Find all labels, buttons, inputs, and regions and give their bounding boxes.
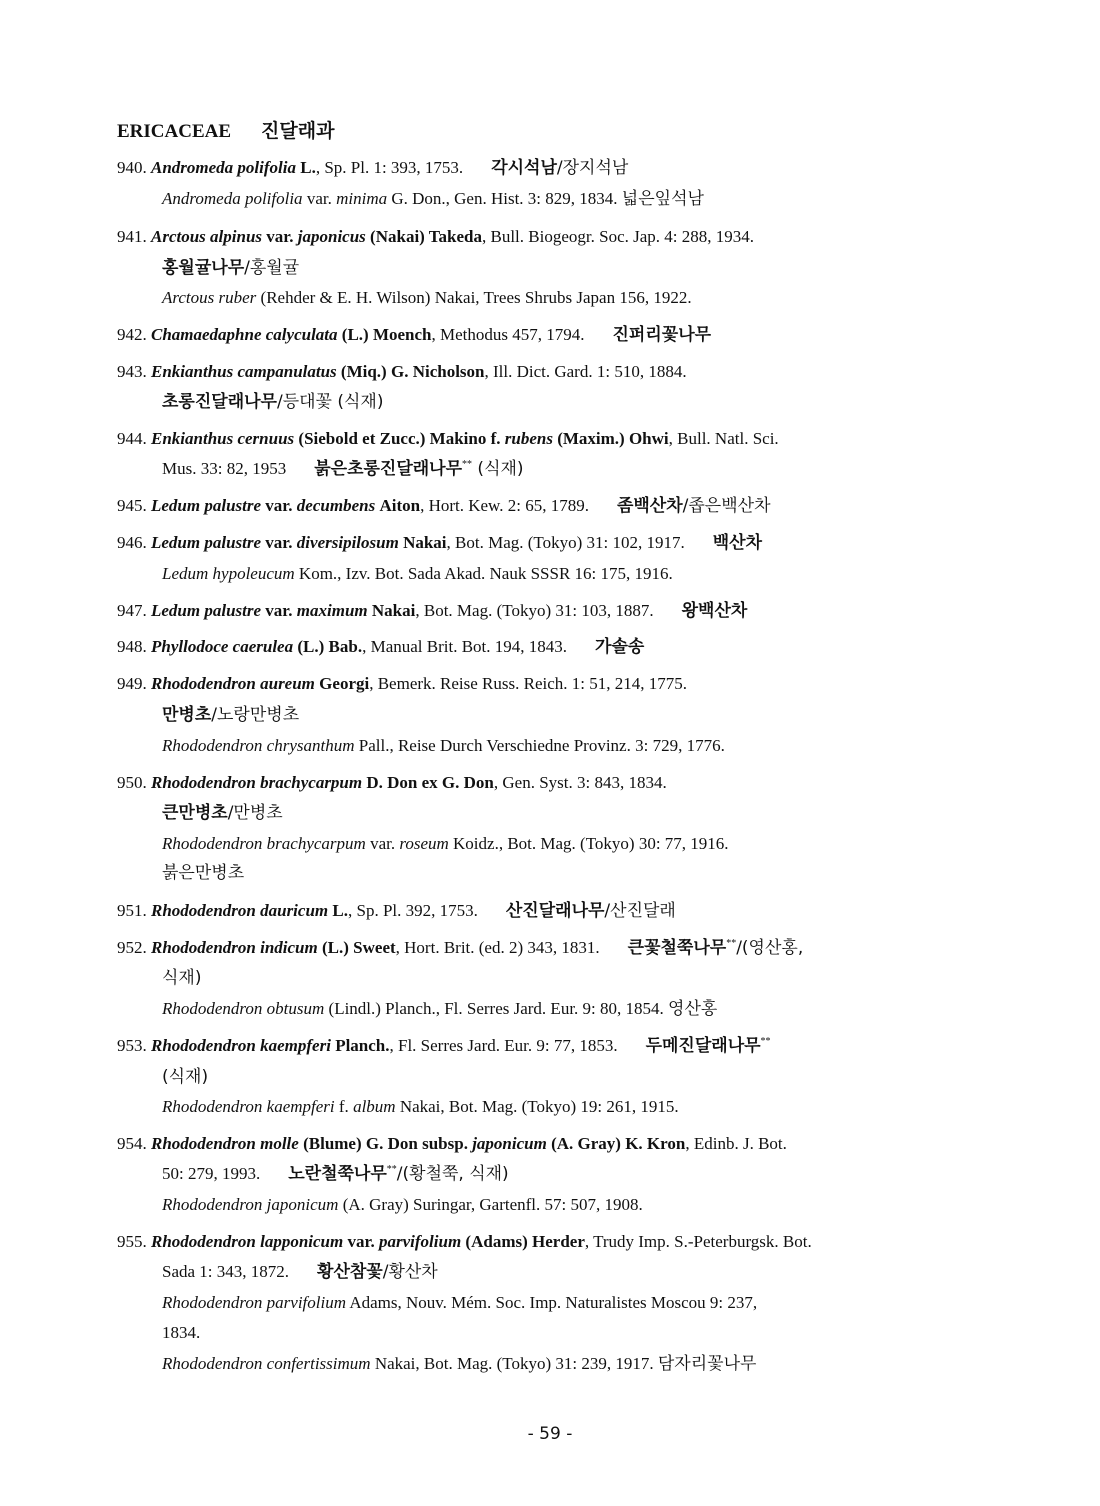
page-number: - 59 -: [527, 1424, 573, 1444]
korean-name: 각시석남: [491, 158, 557, 178]
entry-number: 952.: [117, 938, 147, 957]
entry-number: 945.: [117, 496, 147, 515]
entry-954: [117, 1133, 787, 1155]
korean-name-line: [162, 391, 383, 413]
synonym-line: [162, 833, 729, 855]
korean-name: 홍월귤나무: [162, 258, 245, 278]
synonym-korean: 붉은만병초: [162, 863, 245, 883]
citation: , Manual Brit. Bot. 194, 1843.: [362, 637, 568, 656]
citation: , Hort. Kew. 2: 65, 1789.: [420, 496, 589, 515]
entry-950: [117, 772, 667, 794]
double-asterisk-mark: **: [760, 1036, 771, 1047]
synonym-name: Arctous ruber: [162, 288, 257, 307]
synonym-citation-cont: 1834.: [162, 1323, 201, 1342]
rank: var.: [266, 227, 294, 246]
species-name: Rhododendron molle: [151, 1134, 299, 1153]
synonym-citation: Nakai, Bot. Mag. (Tokyo) 19: 261, 1915.: [399, 1097, 679, 1116]
korean-name: 진퍼리꽃나무: [612, 325, 712, 345]
synonym-epithet: album: [353, 1097, 396, 1116]
synonym-rank: var.: [370, 834, 396, 853]
synonym-name: Rhododendron brachycarpum: [162, 834, 366, 853]
citation: , Sp. Pl. 1: 393, 1753.: [315, 158, 464, 177]
synonym-line: [162, 287, 692, 309]
species-author: Nakai: [371, 601, 416, 620]
infraspecific-epithet: japonicus: [297, 227, 366, 246]
korean-name: 큰만병초: [162, 803, 228, 823]
entry-955: [117, 1231, 812, 1253]
korean-alt-name: /홍월귤: [244, 258, 300, 278]
species-name: Ledum palustre: [151, 601, 262, 620]
double-asterisk-mark: **: [462, 459, 473, 470]
infraspecific-epithet: maximum: [296, 601, 368, 620]
citation-cont: Mus. 33: 82, 1953: [162, 459, 287, 478]
citation: , Bot. Mag. (Tokyo) 31: 103, 1887.: [415, 601, 654, 620]
synonym-rank: f.: [338, 1097, 349, 1116]
synonym-citation: Pall., Reise Durch Verschiedne Provinz. 3: 729, 1776.: [358, 736, 725, 755]
entry-number: 947.: [117, 601, 147, 620]
korean-name: 만병초: [162, 705, 212, 725]
species-author: D. Don ex G. Don: [366, 773, 494, 792]
korean-name-line: [162, 257, 299, 279]
citation: , Bemerk. Reise Russ. Reich. 1: 51, 214, 1775.: [369, 674, 687, 693]
citation-cont: 50: 279, 1993.: [162, 1164, 261, 1183]
korean-alt-name: /만병초: [227, 803, 283, 823]
synonym-citation: (A. Gray) Suringar, Gartenfl. 57: 507, 1908.: [342, 1195, 643, 1214]
entry-number: 941.: [117, 227, 147, 246]
entry-number: 944.: [117, 429, 147, 448]
entry-943: [117, 361, 687, 383]
entry-941: [117, 226, 754, 248]
family-korean: 진달래과: [261, 120, 335, 142]
synonym-epithet: minima: [336, 189, 388, 208]
entry-940: [117, 157, 628, 179]
species-author: (L.) Moench: [341, 325, 432, 344]
family-latin: ERICACEAE: [117, 121, 232, 142]
korean-name: 노란철쭉나무: [288, 1164, 387, 1184]
species-name: Rhododendron dauricum: [151, 901, 329, 920]
entry-number: 949.: [117, 674, 147, 693]
synonym-name: Rhododendron kaempferi: [162, 1097, 335, 1116]
entry-number: 943.: [117, 362, 147, 381]
synonym-line: [162, 1292, 757, 1314]
double-asterisk-mark: **: [386, 1164, 397, 1175]
korean-name: 왕백산차: [681, 601, 748, 621]
species-name: Ledum palustre: [151, 496, 262, 515]
korean-name-line: [162, 704, 299, 726]
entry-944-cont: [162, 458, 524, 480]
entry-number: 950.: [117, 773, 147, 792]
species-author: (L.) Sweet: [322, 938, 396, 957]
citation: , Bull. Biogeogr. Soc. Jap. 4: 288, 1934.: [482, 227, 754, 246]
synonym-name: Rhododendron obtusum: [162, 999, 325, 1018]
entry-number: 951.: [117, 901, 147, 920]
synonym-line: [162, 1096, 679, 1118]
entry-947: [117, 600, 747, 622]
entry-948: [117, 636, 644, 658]
entry-number: 955.: [117, 1232, 147, 1251]
citation-cont: Sada 1: 343, 1872.: [162, 1262, 290, 1281]
species-author: (Adams) Herder: [465, 1232, 585, 1251]
rank: var.: [265, 496, 293, 515]
entry-number: 954.: [117, 1134, 147, 1153]
species-author: L.: [300, 158, 316, 177]
synonym-rank: var.: [306, 189, 332, 208]
korean-alt-name: /황산차: [382, 1262, 438, 1282]
korean-name: 산진달래나무: [505, 901, 605, 921]
citation: , Bull. Natl. Sci.: [668, 429, 779, 448]
species-name: Rhododendron lapponicum: [151, 1232, 344, 1251]
citation: , Methodus 457, 1794.: [431, 325, 585, 344]
korean-alt-name: /(황철쭉, 식재): [396, 1164, 509, 1184]
entry-number: 948.: [117, 637, 147, 656]
synonym-line: [162, 998, 717, 1020]
synonym-name: Ledum hypoleucum: [162, 564, 295, 583]
infraspecific-author: (A. Gray) K. Kron: [551, 1134, 686, 1153]
korean-alt-name: /등대꽃 (식재): [276, 392, 384, 412]
synonym-name: Rhododendron chrysanthum: [162, 736, 355, 755]
entry-number: 940.: [117, 158, 147, 177]
synonym-korean: 넓은잎석남: [621, 189, 704, 209]
species-author: (Nakai) Takeda: [370, 227, 482, 246]
entry-944: [117, 428, 779, 450]
species-name: Rhododendron brachycarpum: [151, 773, 363, 792]
species-author: Georgi: [319, 674, 370, 693]
entry-945: [117, 495, 771, 517]
species-author: Aiton: [379, 496, 421, 515]
infraspecific-epithet: japonicum: [472, 1134, 547, 1153]
species-author: Nakai: [403, 533, 447, 552]
citation: , Hort. Brit. (ed. 2) 343, 1831.: [395, 938, 600, 957]
synonym-korean: 영산홍: [668, 999, 718, 1019]
entry-952-cont: [162, 967, 201, 989]
species-author: (Blume) G. Don subsp.: [303, 1134, 468, 1153]
synonym-name: Andromeda polifolia: [162, 189, 303, 208]
entry-number: 953.: [117, 1036, 147, 1055]
species-name: Rhododendron aureum: [151, 674, 315, 693]
korean-name: 좀백산차: [616, 496, 683, 516]
synonym-citation: Kom., Izv. Bot. Sada Akad. Nauk SSSR 16: 175, 1916.: [298, 564, 673, 583]
korean-name: 황산참꽃: [317, 1262, 383, 1282]
infraspecific-author: (Maxim.) Ohwi: [557, 429, 669, 448]
korean-name: 두메진달래나무: [645, 1036, 761, 1056]
species-author: L.: [332, 901, 348, 920]
species-name: Phyllodoce caerulea: [151, 637, 294, 656]
synonym-citation: G. Don., Gen. Hist. 3: 829, 1834.: [391, 189, 618, 208]
species-author: Planch.: [335, 1036, 390, 1055]
entry-954-cont: [162, 1163, 509, 1185]
citation: , Ill. Dict. Gard. 1: 510, 1884.: [484, 362, 687, 381]
rank: var.: [265, 533, 293, 552]
entry-953-cont: [162, 1066, 208, 1088]
infraspecific-epithet: rubens: [504, 429, 553, 448]
species-author: (L.) Bab.: [297, 637, 363, 656]
species-name: Chamaedaphne calyculata: [151, 325, 338, 344]
species-author: (Miq.) G. Nicholson: [340, 362, 485, 381]
synonym-line: [162, 1194, 643, 1216]
species-author: (Siebold et Zucc.) Makino f.: [298, 429, 501, 448]
citation: , Gen. Syst. 3: 843, 1834.: [493, 773, 667, 792]
synonym-korean-line: [162, 862, 244, 884]
korean-alt-name: (식재): [472, 459, 524, 479]
entry-951: [117, 900, 676, 922]
citation: , Edinb. J. Bot.: [685, 1134, 787, 1153]
synonym-citation: Adams, Nouv. Mém. Soc. Imp. Naturalistes Moscou 9: 237,: [349, 1293, 758, 1312]
family-heading: [117, 116, 334, 143]
infraspecific-epithet: diversipilosum: [296, 533, 399, 552]
citation: , Trudy Imp. S.-Peterburgsk. Bot.: [584, 1232, 812, 1251]
synonym-name: Rhododendron confertissimum: [162, 1354, 371, 1373]
entry-953: [117, 1035, 771, 1057]
double-asterisk-mark: **: [726, 938, 737, 949]
entry-949: [117, 673, 687, 695]
species-name: Rhododendron indicum: [151, 938, 318, 957]
synonym-line: [162, 1353, 756, 1375]
species-name: Ledum palustre: [151, 533, 262, 552]
korean-alt-name: /노랑만병초: [211, 705, 300, 725]
rank: var.: [347, 1232, 375, 1251]
species-name: Enkianthus cernuus: [151, 429, 295, 448]
citation: , Fl. Serres Jard. Eur. 9: 77, 1853.: [389, 1036, 618, 1055]
korean-alt-name-cont: 식재): [162, 968, 202, 988]
entry-number: 946.: [117, 533, 147, 552]
species-name: Arctous alpinus: [151, 227, 263, 246]
species-name: Rhododendron kaempferi: [151, 1036, 331, 1055]
infraspecific-epithet: decumbens: [296, 496, 376, 515]
synonym-line: [162, 563, 673, 585]
entry-952: [117, 937, 803, 959]
citation: , Bot. Mag. (Tokyo) 31: 102, 1917.: [446, 533, 685, 552]
korean-name: 붉은초롱진달래나무: [314, 459, 463, 479]
entry-955-cont: [162, 1261, 438, 1283]
synonym-name: Rhododendron japonicum: [162, 1195, 339, 1214]
korean-alt-name: /(영산홍,: [736, 938, 804, 958]
citation: , Sp. Pl. 392, 1753.: [347, 901, 478, 920]
synonym-citation: Nakai, Bot. Mag. (Tokyo) 31: 239, 1917.: [374, 1354, 654, 1373]
entry-number: 942.: [117, 325, 147, 344]
synonym-epithet: roseum: [399, 834, 449, 853]
korean-name: 큰꽃철쭉나무: [627, 938, 727, 958]
korean-name-line: [162, 802, 283, 824]
species-name: Andromeda polifolia: [151, 158, 296, 177]
synonym-citation: Koidz., Bot. Mag. (Tokyo) 30: 77, 1916.: [453, 834, 729, 853]
infraspecific-epithet: parvifolium: [379, 1232, 462, 1251]
species-name: Enkianthus campanulatus: [151, 362, 337, 381]
korean-name: 백산차: [712, 533, 763, 553]
synonym-citation: (Rehder & E. H. Wilson) Nakai, Trees Shrubs Japan 156, 1922.: [260, 288, 692, 307]
synonym-line: [162, 188, 704, 210]
entry-942: [117, 324, 711, 346]
entry-946: [117, 532, 762, 554]
korean-name: 가솔송: [595, 637, 645, 657]
synonym-korean: 담자리꽃나무: [657, 1354, 757, 1374]
korean-alt-name: /좁은백산차: [682, 496, 771, 516]
korean-alt-name: /장지석남: [556, 158, 629, 178]
rank: var.: [265, 601, 293, 620]
korean-alt-name: /산진달래: [604, 901, 676, 921]
synonym-name: Rhododendron parvifolium: [162, 1293, 346, 1312]
synonym-citation: (Lindl.) Planch., Fl. Serres Jard. Eur. 9: 80, 1854.: [328, 999, 664, 1018]
korean-name: 초롱진달래나무: [162, 392, 277, 412]
korean-alt-name: (식재): [162, 1067, 209, 1087]
synonym-line: [162, 735, 725, 757]
synonym-line-cont: [162, 1322, 200, 1344]
